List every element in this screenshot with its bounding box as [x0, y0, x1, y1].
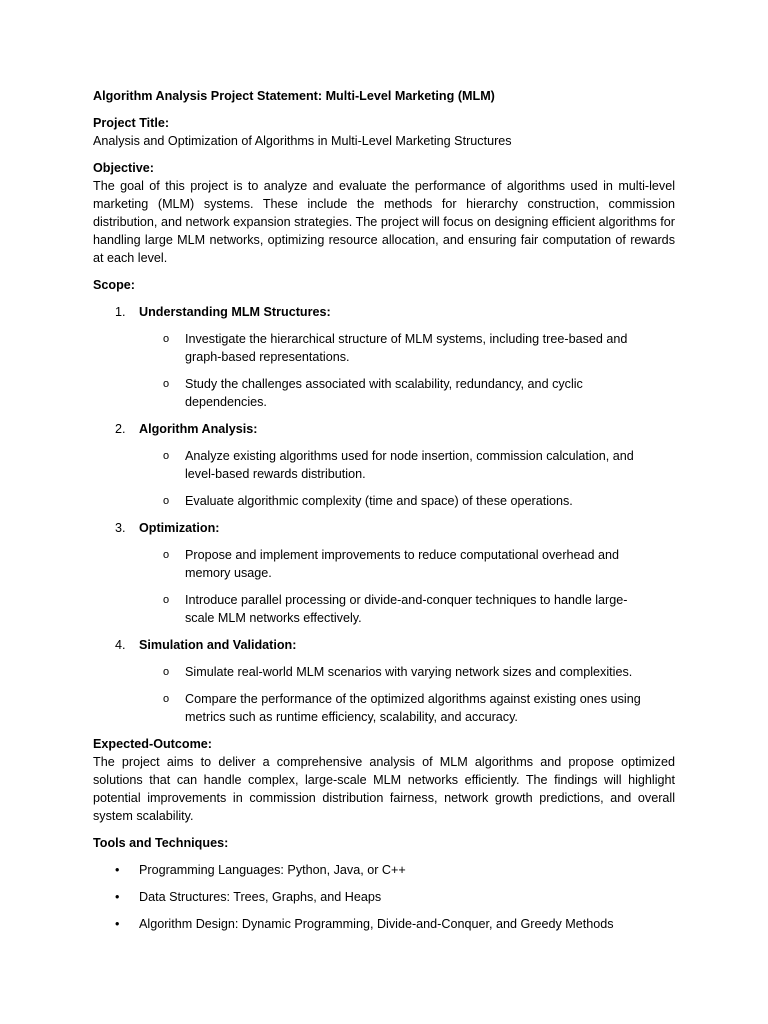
- bullet-dot-icon: •: [115, 890, 120, 904]
- scope-item: [93, 303, 675, 411]
- project-title-section: [93, 114, 675, 150]
- scope-item: [93, 636, 675, 726]
- scope-item: [93, 519, 675, 627]
- expected-outcome-heading: Expected-Outcome:: [93, 737, 212, 751]
- hollow-circle-bullet-icon: o: [163, 333, 170, 345]
- scope-sub-item-text: Analyze existing algorithms used for node insertion, commission calculation, and level-based rewards distribution.: [185, 449, 634, 481]
- scope-sub-item-text: Study the challenges associated with scalability, redundancy, and cyclic dependencies.: [185, 377, 583, 409]
- scope-item-title: Optimization:: [139, 521, 220, 535]
- scope-sub-list: [93, 663, 675, 726]
- scope-sub-item: [93, 690, 675, 726]
- tools-list-item-text: Programming Languages: Python, Java, or C++: [139, 863, 406, 877]
- hollow-circle-bullet-icon: o: [163, 450, 170, 462]
- hollow-circle-bullet-icon: o: [163, 693, 170, 705]
- scope-sub-item: [93, 663, 675, 681]
- scope-item-number-cell: [93, 519, 139, 537]
- document-page: [93, 87, 675, 942]
- scope-list: [93, 303, 675, 726]
- tools-list: [93, 861, 675, 933]
- scope-sub-item-text: Evaluate algorithmic complexity (time and space) of these operations.: [185, 494, 573, 508]
- hollow-circle-bullet-icon: o: [163, 378, 170, 390]
- scope-sub-item-text: Introduce parallel processing or divide-and-conquer techniques to handle large-scale MLM networks effectively.: [185, 593, 628, 625]
- scope-item-number: 3.: [115, 521, 126, 535]
- project-title-text: Analysis and Optimization of Algorithms in Multi-Level Marketing Structures: [93, 134, 512, 148]
- scope-sub-item-text: Simulate real-world MLM scenarios with varying network sizes and complexities.: [185, 665, 633, 679]
- scope-item-header: [93, 303, 675, 321]
- scope-item-title: Simulation and Validation:: [139, 638, 297, 652]
- scope-item-title: Understanding MLM Structures:: [139, 305, 331, 319]
- scope-item-header: [93, 636, 675, 654]
- scope-sub-item-text: Investigate the hierarchical structure of MLM systems, including tree-based and graph-based representations.: [185, 332, 628, 364]
- scope-sub-list: [93, 447, 675, 510]
- scope-item-header: [93, 519, 675, 537]
- scope-sub-item-text: Propose and implement improvements to reduce computational overhead and memory usage.: [185, 548, 620, 580]
- scope-sub-item: [93, 330, 675, 366]
- scope-sub-item: [93, 375, 675, 411]
- project-title-heading: Project Title:: [93, 116, 170, 130]
- scope-item: [93, 420, 675, 510]
- scope-sub-list: [93, 546, 675, 627]
- scope-item-header: [93, 420, 675, 438]
- expected-outcome-section: [93, 735, 675, 825]
- hollow-circle-bullet-icon: o: [163, 549, 170, 561]
- scope-sub-item-text: Compare the performance of the optimized algorithms against existing ones using metrics such as runtime efficiency, scalability, and accuracy.: [185, 692, 641, 724]
- bullet-dot-icon: •: [115, 863, 120, 877]
- tools-list-item: [93, 888, 675, 906]
- scope-item-number-cell: [93, 420, 139, 438]
- scope-sub-list: [93, 330, 675, 411]
- scope-item-title: Algorithm Analysis:: [139, 422, 258, 436]
- document-title: Algorithm Analysis Project Statement: Multi-Level Marketing (MLM): [93, 89, 495, 103]
- objective-text: The goal of this project is to analyze and evaluate the performance of algorithms used in multi-level marketing (MLM) systems. These include the methods for hierarchy construction, commission distribution, and network expansion strategies. The project will focus on designing efficient algorithms for handling large MLM networks, optimizing resource allocation, and ensuring fair computation of rewards at each level.: [93, 179, 675, 265]
- scope-heading: Scope:: [93, 278, 135, 292]
- scope-sub-item: [93, 546, 675, 582]
- tools-list-item: [93, 861, 675, 879]
- hollow-circle-bullet-icon: o: [163, 594, 170, 606]
- scope-item-number: 1.: [115, 305, 126, 319]
- objective-heading: Objective:: [93, 161, 154, 175]
- tools-list-item: [93, 915, 675, 933]
- scope-item-number: 4.: [115, 638, 126, 652]
- scope-item-number: 2.: [115, 422, 126, 436]
- scope-item-number-cell: [93, 636, 139, 654]
- hollow-circle-bullet-icon: o: [163, 495, 170, 507]
- scope-sub-item: [93, 447, 675, 483]
- hollow-circle-bullet-icon: o: [163, 666, 170, 678]
- tools-list-item-text: Data Structures: Trees, Graphs, and Heaps: [139, 890, 382, 904]
- scope-sub-item: [93, 492, 675, 510]
- tools-list-item-text: Algorithm Design: Dynamic Programming, Divide-and-Conquer, and Greedy Methods: [139, 917, 614, 931]
- tools-heading: Tools and Techniques:: [93, 836, 229, 850]
- expected-outcome-text: The project aims to deliver a comprehensive analysis of MLM algorithms and propose optimized solutions that can handle complex, large-scale MLM networks efficiently. The findings will highlight potential improvements in commission distribution fairness, network growth predictions, and overall system scalability.: [93, 755, 675, 823]
- bullet-dot-icon: •: [115, 917, 120, 931]
- scope-item-number-cell: [93, 303, 139, 321]
- scope-sub-item: [93, 591, 675, 627]
- objective-section: [93, 159, 675, 267]
